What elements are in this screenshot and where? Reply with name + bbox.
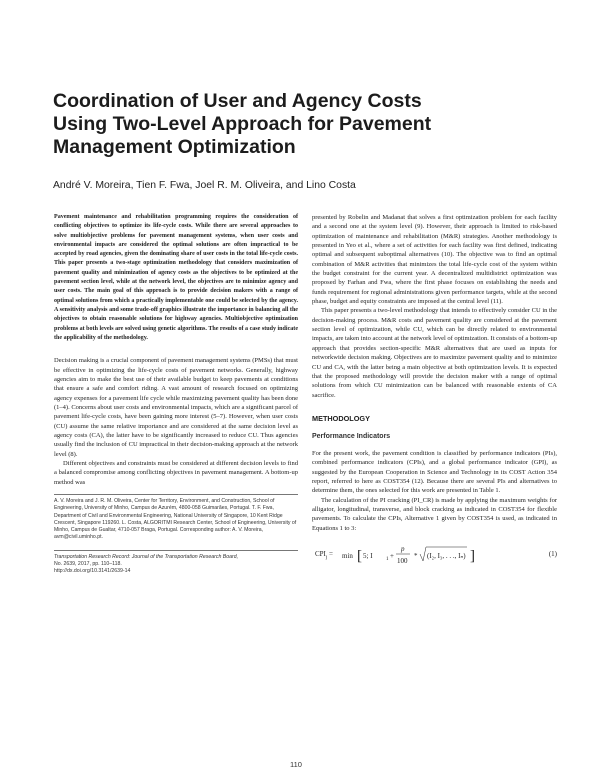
author-list: André V. Moreira, Tien F. Fwa, Joel R. M. Oliveira, and Lino Costa (53, 180, 356, 191)
eq-sub-1: 1 (386, 556, 389, 562)
paper-title (53, 90, 553, 159)
author-affiliations: A. V. Moreira and J. R. M. Oliveira, Center for Territory, Environment, and Construction, School of Engineering, University of Minho, Campus de Azurém, 4800-058 Guimarães, Portugal. T. F. Fwa, Department of Civil and Environmental Engineering, National University of Singapore, 10 Kent Ridge Crescent, Singapore 119260. L. Costa, ALGORITMI Research Center, School of Engineering, University of Minho, Campus de Gualtar, 4710-057 Braga, Portugal. Corresponding author: A. V. Moreira, avm@civil.uminho.pt. (54, 497, 297, 541)
abstract: Pavement maintenance and rehabilitation programming requires the consideration of conflicting objectives to optimize its life-cycle costs. While there are several approaches to solve multiobjective problems for pavement management systems, when user costs and environmental impacts are considered the optimal solutions are often impractical to be accepted by road agencies, given the dominating share of user costs in the total life-cycle costs. This paper presents a two-stage optimization methodology that considers maximization of pavement quality and minimization of agency costs as the objectives to be optimized at the pavement section level, while at the network level, the objectives are to minimize agency and user costs. The main goal of this approach is to provide decision makers with a range of optimal solutions from which a practically implementable one could be selected by the agency. A sensitivity analysis and some trade-off graphics illustrate the importance in balancing all the objectives to obtain reasonable solutions for highway agencies. Multiobjective optimization problems at both levels are solved using genetic algorithms. The results of a case study indicate the applicability of the methodology. (54, 214, 298, 341)
eq-times: * (414, 551, 418, 560)
left-column (54, 213, 298, 576)
intro-paragraph-3: presented by Robelin and Madanat that solves a first optimization problem for each facility and a second one at the system level (9). However, their approach is limited to risk-based optimization of maintenance and rehabilitation (M&R) strategies. Another methodology is presented in Yeo et al., where a set of activities for each facility was first defined, indicating optimal and subsequent suboptimal alternatives (10). The objective was to find an optimal combination of M&R activities that minimizes the total life-cycle cost of the system within the budget constraint for the current year. A decentralized multidistrict optimization was proposed by Farhan and Fwa, where the first phase focuses on establishing the needs and funds requirement for regional administrations given performance targets, while at the second phase, budget and equity constraints are imposed at the central level (11). (312, 214, 557, 306)
performance-paragraph-2: The calculation of the PI cracking (PI_CR) is made by applying the maximum weights for alligator, longitudinal, transverse, and block cracking as indicated in COST354 for flexible pavements. To calculate the CPIs, Alternative 1 given by COST354 is used, as indicated in Equations 1 to 3: (312, 496, 557, 532)
performance-indicators-heading: Performance Indicators (312, 432, 391, 440)
eq-plus: + (390, 551, 394, 560)
equation-1 (312, 541, 557, 571)
eq-bracket-right: ] (470, 547, 475, 564)
equation-body (342, 541, 512, 571)
eq-bracket-left: [ (357, 547, 362, 564)
page-number: 110 (290, 760, 302, 769)
intro-paragraph-1: Decision making is a crucial component of pavement management systems (PMSs) that must be effective in optimizing the life-cycle costs of pavement networks. Generally, highway agencies aim to make the best use of their available budget to keep pavements at conditions that ensure a safe and comfort riding. A vast amount of research focused on optimizing agency expenses for a pavement life cycle while maximizing pavement quality has been done (1–4). Concerns about user costs and environmental impacts, which are a significant parcel of pavement life-cycle costs, have been gaining more interest (5–7). However, when user costs (CU) assume the same relative importance and are considered at the same decision level as agency costs (CA), the latter have to be significantly increased to reduce CU. Thus agencies usually find the inclusion of CU impractical in their decision-making approach at the network level (8). (54, 357, 298, 458)
intro-paragraph-2: Different objectives and constraints must be considered at different decision levels to find a balanced compromise among conflicting objectives in pavement management. A bottom-up method was (54, 459, 298, 486)
methodology-heading: METHODOLOGY (312, 413, 370, 423)
equation-formula (342, 541, 512, 569)
journal-details: No. 2639, 2017, pp. 110–118. (54, 561, 122, 568)
journal-citation (54, 554, 298, 576)
eq-min: min (342, 551, 353, 560)
journal-doi: http://dx.doi.org/10.3141/2639-14 (54, 568, 131, 575)
performance-paragraph-1: For the present work, the pavement condition is classified by performance indicators (PIs), combined performance indicators (CPIs), and a global performance indicator (GPI), as suggested by the European Cooperation in Science and Technology in its COST Action 354 report, referred to here as COST354 (12). Because there are several PIs and alternatives to determine them, the ones selected for this work are presented in Table 1. (312, 449, 557, 495)
intro-paragraph-4: This paper presents a two-level methodology that intends to effectively consider CU in the decision-making process. M&R costs and pavement quality are considered at the pavement section level of optimization, while CU, which can be directly related to environmental impacts, are taken into account at the network level of optimization. It consists of a bottom-up approach that provides section-specific M&R alternatives that are used as inputs for networkwide decision making. Objectives are to maximize pavement quality and to minimize CU and CA, with the latter being a main objective at both optimization levels. It is expected that the proposed methodology will provide the decision maker with a range of optimal solutions from which CU minimization can be balanced with reasonable extents of CA sacrifice. (312, 307, 557, 399)
title-line-2: Using Two-Level Approach for Pavement (53, 113, 432, 135)
eq-frac-num: p (401, 544, 405, 553)
equation-lhs: $CPI_j$ = (315, 549, 333, 561)
eq-sqrt-content: (I₂, I₃, . . ., Iₙ) (427, 551, 466, 560)
title-line-1: Coordination of User and Agency Costs (53, 90, 422, 112)
right-column (312, 213, 557, 571)
eq-first-term: 5; I (363, 551, 373, 560)
equation-number: (1) (548, 549, 557, 558)
eq-frac-den: 100 (397, 556, 408, 565)
title-line-3: Management Optimization (53, 136, 296, 158)
journal-name: Transportation Research Record: Journal of the Transportation Research Board, (54, 553, 239, 560)
